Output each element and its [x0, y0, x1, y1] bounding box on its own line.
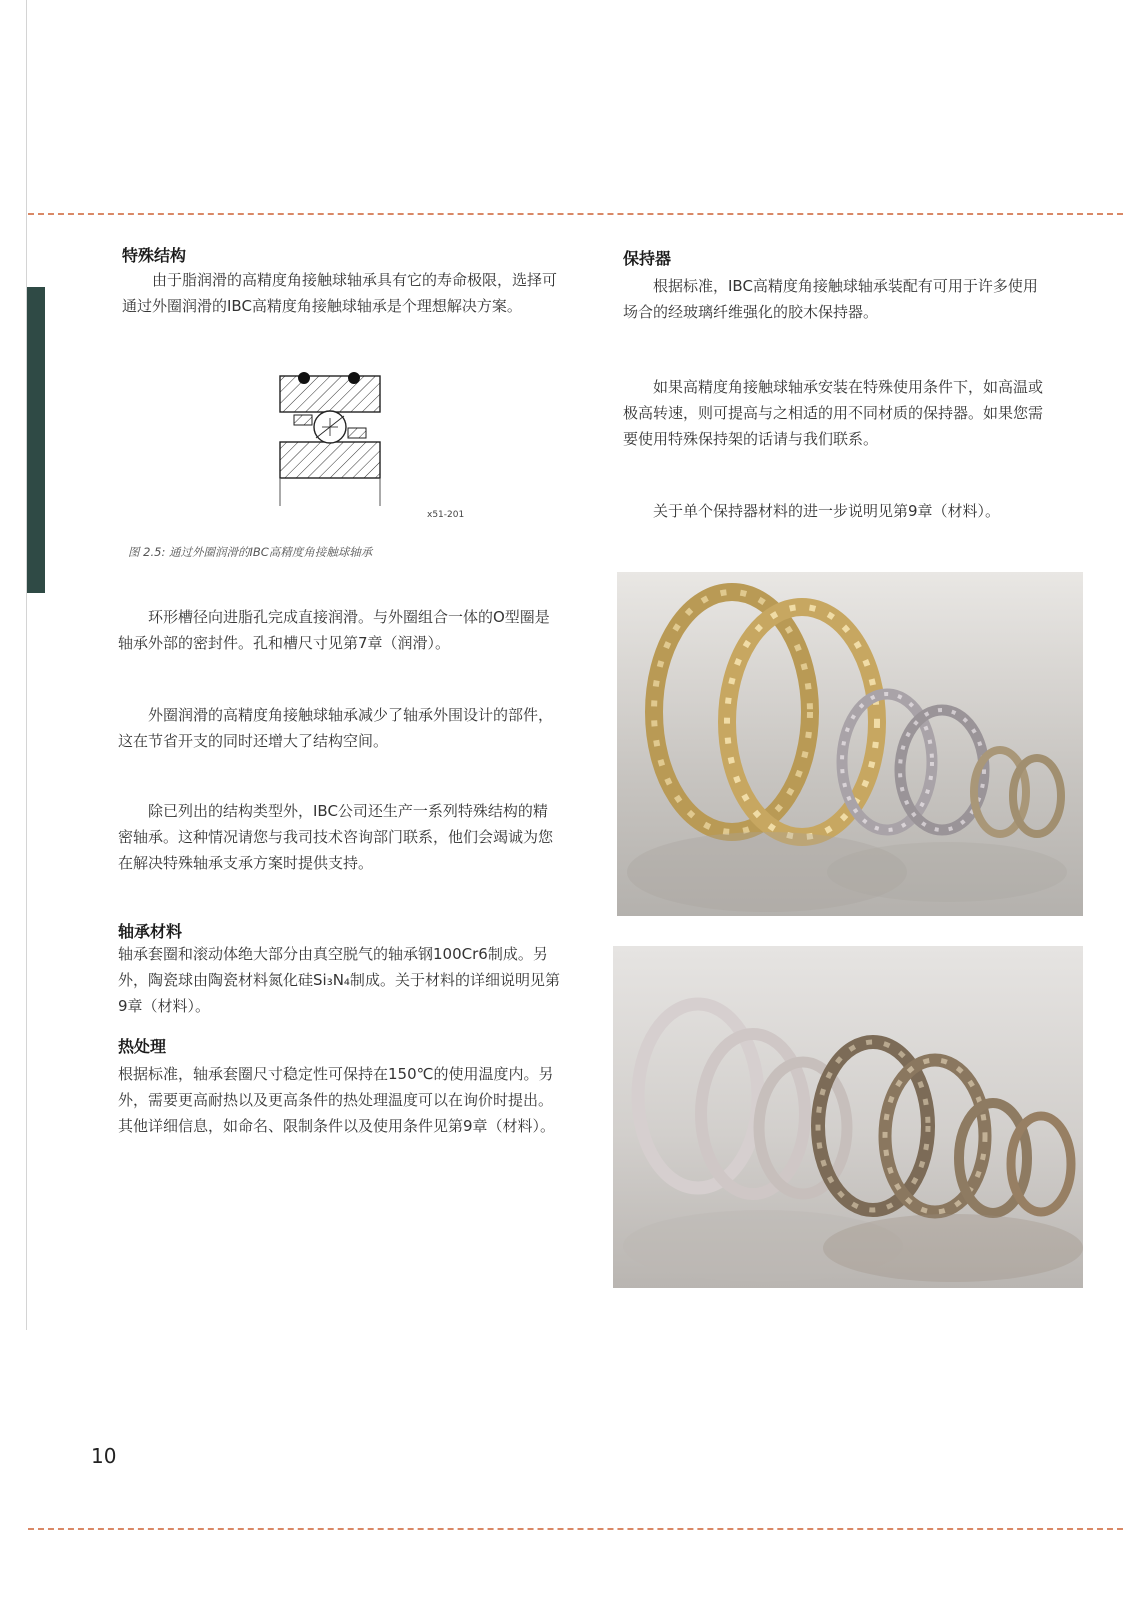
diagram-reference-tag: x51-201 — [427, 510, 465, 520]
bottom-dashed-divider — [28, 1528, 1123, 1530]
special-structure-paragraph-1: 环形槽径向进脂孔完成直接润滑。与外圈组合一体的O型圈是轴承外部的密封件。孔和槽尺寸见第7章（润滑）。 — [118, 608, 550, 652]
bearing-cross-section-diagram — [270, 368, 460, 518]
bronze-cages-photo — [613, 946, 1083, 1288]
cage-paragraph-2: 如果高精度角接触球轴承安装在特殊使用条件下，如高温或极高转速，则可提高与之相适的用不同材质的保持器。如果您需要使用特殊保持架的话请与我们联系。 — [623, 378, 1044, 448]
page-margin-line — [26, 0, 27, 1330]
phenolic-cages-photo — [617, 572, 1083, 916]
cage-paragraph-1: 根据标准，IBC高精度角接触球轴承装配有可用于许多使用场合的经玻璃纤维强化的胶木保持器。 — [623, 277, 1038, 321]
bearing-material-text: 轴承套圈和滚动体绝大部分由真空脱气的轴承钢100Cr6制成。另外，陶瓷球由陶瓷材料氮化硅Si₃N₄制成。关于材料的详细说明见第9章（材料）。 — [118, 945, 560, 1015]
chapter-side-tab — [27, 287, 45, 593]
bearing-material-heading: 轴承材料 — [118, 922, 183, 941]
top-dashed-divider — [28, 213, 1123, 215]
page-number: 10 — [91, 1444, 117, 1468]
cage-paragraph-3: 关于单个保持器材料的进一步说明见第9章（材料）。 — [653, 502, 1001, 520]
special-structure-paragraph-3: 除已列出的结构类型外，IBC公司还生产一系列特殊结构的精密轴承。这种情况请您与我司技术咨询部门联系，他们会竭诚为您在解决特殊轴承支承方案时提供支持。 — [118, 802, 554, 872]
special-structure-heading: 特殊结构 — [122, 246, 187, 265]
heat-treatment-text: 根据标准，轴承套圈尺寸稳定性可保持在150℃的使用温度内。另外，需要更高耐热以及更高条件的热处理温度可以在询价时提出。其他详细信息，如命名、限制条件以及使用条件见第9章（材料）。 — [118, 1065, 556, 1135]
figure-caption: 图 2.5: 通过外圈润滑的IBC高精度角接触球轴承 — [128, 545, 373, 559]
heat-treatment-heading: 热处理 — [118, 1037, 167, 1056]
cage-heading: 保持器 — [623, 249, 672, 268]
special-structure-intro: 由于脂润滑的高精度角接触球轴承具有它的寿命极限，选择可通过外圈润滑的IBC高精度角接触球轴承是个理想解决方案。 — [122, 271, 558, 315]
special-structure-paragraph-2: 外圈润滑的高精度角接触球轴承减少了轴承外围设计的部件，这在节省开支的同时还增大了结构空间。 — [118, 706, 554, 750]
